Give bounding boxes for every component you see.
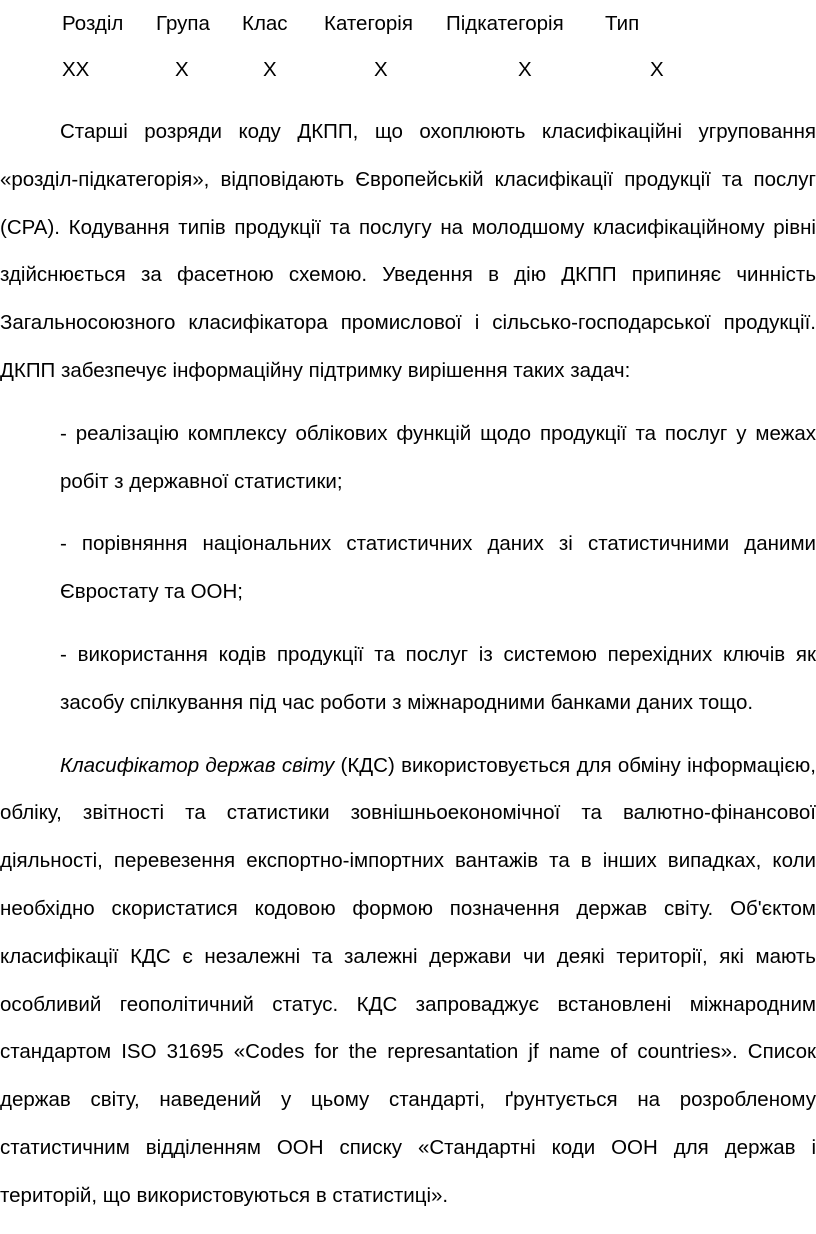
- list-item: - використання кодів продукції та послуг із системою перехідних ключів як засобу спілкування під час роботи з міжнародними банками даних тощо.: [60, 642, 816, 714]
- task-list: [0, 410, 816, 727]
- paragraph-kds-body: (КДС) використовується для обміну інформацією, обліку, звітності та статистики зовнішньоекономічної та валютно-фінансової діяльності, перевезення експортно-імпортних вантажів та в інших випадках, коли необхідно скористатися кодовою формою позначення держав світу. Об'єктом класифікації КДС є незалежні та залежні держави чи деякі території, які мають особливий геополітичний статус. КДС запроваджує встановлені міжнародним стандартом ISO 31695 «Codes for the represantation jf name of countries». Список держав світу, наведений у цьому стандарті, ґрунтується на розробленому статистичним відділенням ООН списку «Стандартні коди ООН для держав і територій, що використовуються в статистиці».: [0, 753, 816, 1207]
- mark-type: X: [650, 58, 664, 81]
- body-text: [0, 108, 816, 1220]
- header-type: Тип: [605, 12, 640, 35]
- mark-category: X: [374, 58, 388, 81]
- list-item: - реалізацію комплексу облікових функцій щодо продукції та послуг у межах робіт з державної статистики;: [60, 421, 816, 493]
- header-class: Клас: [242, 12, 288, 35]
- paragraph-dkpp: Старші розряди коду ДКПП, що охоплюють класифікаційні угруповання «розділ-підкатегорія», відповідають Європейській класифікації продукції та послуг (CPA). Кодування типів продукції та послугу на молодшому класифікаційному рівні здійснюється за фасетною схемою. Уведення в дію ДКПП припиняє чинність Загальносоюзного класифікатора промислової і сільсько-господарської продукції. ДКПП забезпечує інформаційну підтримку вирішення таких задач:: [0, 120, 816, 382]
- paragraph-kds: [0, 742, 816, 1220]
- code-structure-table: [0, 0, 816, 95]
- mark-subcategory: X: [518, 58, 532, 81]
- header-section: Розділ: [62, 12, 124, 35]
- mark-class: X: [263, 58, 277, 81]
- mark-group: X: [175, 58, 189, 81]
- header-subcategory: Підкатегорія: [446, 12, 564, 35]
- list-item: - порівняння національних статистичних даних зі статистичними даними Євростату та ООН;: [60, 532, 816, 604]
- header-category: Категорія: [324, 12, 413, 35]
- mark-section: XX: [62, 58, 90, 81]
- term-kds: Класифікатор держав світу: [60, 753, 335, 777]
- header-group: Група: [156, 12, 210, 35]
